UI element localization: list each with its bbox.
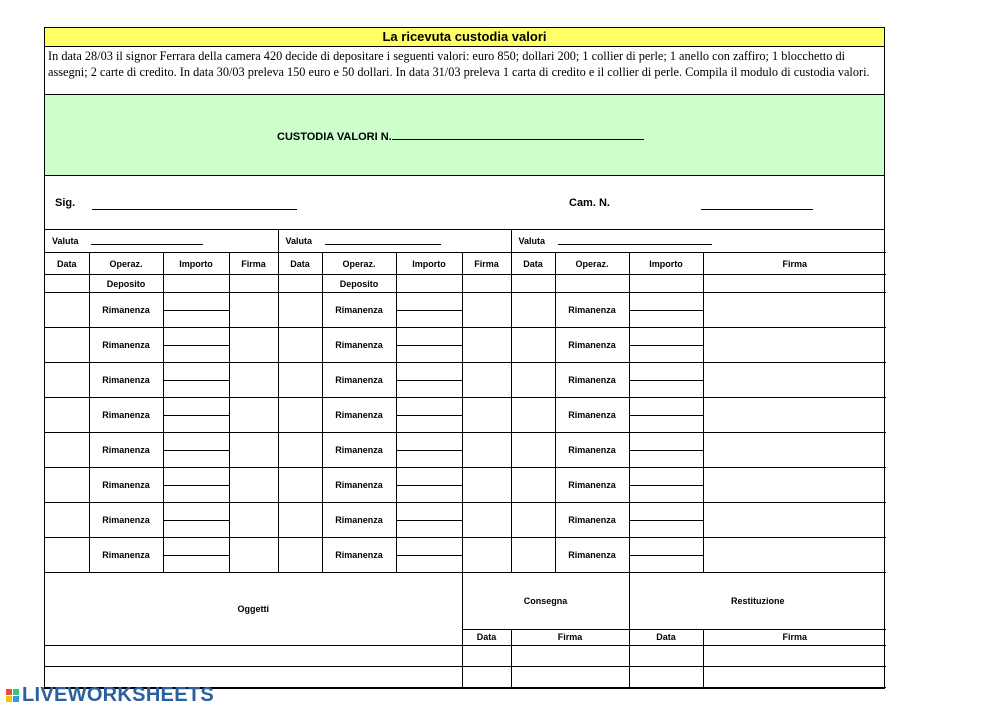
consegna-firma-header: Firma [511, 629, 629, 645]
importo-cell[interactable] [396, 503, 462, 538]
guest-row [45, 176, 884, 230]
rimanenza-label: Rimanenza [555, 538, 629, 573]
col-data: Data [278, 253, 322, 275]
entry-cell[interactable] [462, 293, 511, 328]
rimanenza-row [45, 538, 886, 573]
entry-cell[interactable] [229, 503, 278, 538]
rimanenza-label: Rimanenza [89, 468, 163, 503]
importo-divider [630, 520, 703, 521]
instructions-text: In data 28/03 il signor Ferrara della camera 420 decide di depositare i seguenti valori: euro 850; dollari 200; 1 collier di perle; 1 anello con zaffiro; 1 blocchetto di assegni; 2 carte di credito. In data 30/03 preleva 150 euro e 50 dollari. In data 31/03 preleva 1 carta di credito e il collier di perle. Compila il modulo di custodia valori. [45, 47, 884, 95]
entry-cell[interactable] [229, 468, 278, 503]
entry-cell[interactable] [278, 433, 322, 468]
entry-cell[interactable] [462, 433, 511, 468]
entry-cell[interactable] [45, 468, 89, 503]
importo-cell[interactable] [629, 538, 703, 573]
rimanenza-label: Rimanenza [89, 433, 163, 468]
importo-cell[interactable] [629, 468, 703, 503]
entry-cell[interactable] [511, 538, 555, 573]
valuta-field[interactable] [558, 244, 712, 245]
entry-cell[interactable] [462, 468, 511, 503]
entry-cell[interactable] [703, 293, 886, 328]
importo-divider [397, 380, 462, 381]
custody-form [44, 27, 885, 689]
col-importo: Importo [163, 253, 229, 275]
entry-cell[interactable] [278, 328, 322, 363]
entry-cell[interactable] [45, 363, 89, 398]
importo-divider [397, 345, 462, 346]
entry-cell[interactable] [229, 433, 278, 468]
importo-cell[interactable] [396, 468, 462, 503]
custodia-number-field[interactable] [392, 129, 644, 140]
rimanenza-label: Rimanenza [555, 468, 629, 503]
valuta-label: Valuta [285, 236, 313, 246]
col-importo: Importo [396, 253, 462, 275]
entry-cell[interactable] [45, 328, 89, 363]
valuta-label: Valuta [518, 236, 546, 246]
importo-cell[interactable] [163, 363, 229, 398]
restituzione-label: Restituzione [629, 573, 886, 629]
entry-cell[interactable] [229, 328, 278, 363]
restituzione-data-header: Data [629, 629, 703, 645]
entry-cell[interactable] [511, 468, 555, 503]
sig-field[interactable] [92, 209, 297, 210]
importo-cell[interactable] [629, 503, 703, 538]
importo-divider [397, 415, 462, 416]
entry-cell[interactable] [462, 328, 511, 363]
col-data: Data [45, 253, 89, 275]
rimanenza-label: Rimanenza [555, 503, 629, 538]
entry-cell[interactable] [511, 398, 555, 433]
rimanenza-label: Rimanenza [89, 398, 163, 433]
rimanenza-label: Rimanenza [322, 363, 396, 398]
importo-cell[interactable] [629, 433, 703, 468]
rimanenza-row [45, 398, 886, 433]
entry-cell[interactable] [462, 503, 511, 538]
importo-cell[interactable] [396, 398, 462, 433]
rimanenza-row [45, 503, 886, 538]
importo-divider [164, 345, 229, 346]
rimanenza-row [45, 328, 886, 363]
entry-cell[interactable] [278, 363, 322, 398]
consegna-label: Consegna [462, 573, 629, 629]
importo-divider [164, 415, 229, 416]
rimanenza-label: Rimanenza [89, 328, 163, 363]
rimanenza-label: Rimanenza [322, 468, 396, 503]
importo-divider [397, 310, 462, 311]
rimanenza-label: Rimanenza [322, 293, 396, 328]
entry-cell[interactable] [703, 538, 886, 573]
importo-divider [630, 380, 703, 381]
entry-cell[interactable] [45, 538, 89, 573]
entry-cell[interactable] [278, 398, 322, 433]
custodia-label: CUSTODIA VALORI N. [277, 131, 392, 143]
valuta-row [45, 230, 886, 253]
col-data: Data [511, 253, 555, 275]
entry-cell[interactable] [229, 293, 278, 328]
liveworksheets-logo [6, 684, 214, 706]
importo-divider [164, 555, 229, 556]
col-operaz: Operaz. [555, 253, 629, 275]
importo-cell[interactable] [163, 433, 229, 468]
entry-cell[interactable] [278, 468, 322, 503]
importo-cell[interactable] [629, 363, 703, 398]
rimanenza-label: Rimanenza [555, 363, 629, 398]
importo-divider [164, 450, 229, 451]
deposito-label: Deposito [89, 275, 163, 293]
cam-label: Cam. N. [569, 197, 610, 209]
oggetti-label: Oggetti [45, 573, 462, 646]
col-firma: Firma [462, 253, 511, 275]
importo-cell[interactable] [163, 328, 229, 363]
importo-cell[interactable] [629, 398, 703, 433]
entry-cell[interactable] [703, 503, 886, 538]
rimanenza-label: Rimanenza [322, 433, 396, 468]
entry-cell[interactable] [278, 293, 322, 328]
importo-cell[interactable] [163, 538, 229, 573]
entry-cell[interactable] [229, 363, 278, 398]
entry-cell[interactable] [511, 328, 555, 363]
importo-divider [397, 555, 462, 556]
rimanenza-label: Rimanenza [89, 538, 163, 573]
objects-table [45, 573, 886, 688]
rimanenza-row [45, 363, 886, 398]
rimanenza-label: Rimanenza [555, 328, 629, 363]
logo-icon [6, 689, 20, 703]
entry-cell[interactable] [45, 503, 89, 538]
oggetti-cell[interactable] [45, 646, 462, 667]
importo-cell[interactable] [396, 328, 462, 363]
importo-divider [164, 380, 229, 381]
rimanenza-label: Rimanenza [322, 398, 396, 433]
consegna-data-header: Data [462, 629, 511, 645]
importo-divider [630, 310, 703, 311]
rimanenza-label: Rimanenza [89, 293, 163, 328]
importo-divider [397, 520, 462, 521]
rimanenza-label: Rimanenza [89, 503, 163, 538]
importo-cell[interactable] [163, 293, 229, 328]
entry-cell[interactable] [511, 363, 555, 398]
rimanenza-row [45, 468, 886, 503]
rimanenza-label: Rimanenza [555, 433, 629, 468]
importo-divider [630, 485, 703, 486]
entry-cell[interactable] [278, 538, 322, 573]
entry-cell[interactable] [229, 538, 278, 573]
importo-divider [630, 450, 703, 451]
rimanenza-label: Rimanenza [322, 503, 396, 538]
form-title: La ricevuta custodia valori [45, 28, 884, 47]
col-operaz: Operaz. [322, 253, 396, 275]
valuta-label: Valuta [52, 236, 79, 246]
column-header-row [45, 253, 886, 275]
importo-divider [630, 345, 703, 346]
entry-cell[interactable] [703, 468, 886, 503]
col-operaz: Operaz. [89, 253, 163, 275]
entry-cell[interactable] [462, 538, 511, 573]
importo-cell[interactable] [396, 363, 462, 398]
entry-cell[interactable] [511, 503, 555, 538]
entry-cell[interactable] [45, 433, 89, 468]
sig-label: Sig. [55, 197, 76, 209]
importo-divider [630, 555, 703, 556]
entry-cell[interactable] [703, 398, 886, 433]
importo-cell[interactable] [396, 538, 462, 573]
importo-divider [164, 310, 229, 311]
col-importo: Importo [629, 253, 703, 275]
rimanenza-label: Rimanenza [89, 363, 163, 398]
entry-cell[interactable] [511, 433, 555, 468]
rimanenza-label: Rimanenza [322, 538, 396, 573]
valuta-field[interactable] [91, 244, 203, 245]
importo-divider [397, 450, 462, 451]
operations-table [45, 230, 886, 573]
entry-cell[interactable] [462, 363, 511, 398]
importo-cell[interactable] [396, 293, 462, 328]
deposito-label: Deposito [322, 275, 396, 293]
rimanenza-label: Rimanenza [555, 293, 629, 328]
entry-cell[interactable] [511, 293, 555, 328]
col-firma: Firma [703, 253, 886, 275]
entry-cell[interactable] [278, 503, 322, 538]
valuta-field[interactable] [325, 244, 441, 245]
entry-cell[interactable] [703, 363, 886, 398]
importo-divider [630, 415, 703, 416]
importo-divider [164, 520, 229, 521]
logo-text: LIVEWORKSHEETS [22, 684, 214, 706]
cam-field[interactable] [701, 209, 813, 210]
restituzione-firma-header: Firma [703, 629, 886, 645]
entry-cell[interactable] [229, 398, 278, 433]
entry-cell[interactable] [45, 293, 89, 328]
rimanenza-label: Rimanenza [322, 328, 396, 363]
entry-cell[interactable] [45, 398, 89, 433]
rimanenza-label: Rimanenza [555, 398, 629, 433]
importo-cell[interactable] [163, 503, 229, 538]
entry-cell[interactable] [703, 328, 886, 363]
importo-cell[interactable] [629, 328, 703, 363]
importo-divider [164, 485, 229, 486]
importo-cell[interactable] [396, 433, 462, 468]
col-firma: Firma [229, 253, 278, 275]
deposito-row [45, 275, 886, 293]
entry-cell[interactable] [462, 398, 511, 433]
importo-cell[interactable] [629, 293, 703, 328]
custodia-header [45, 95, 884, 176]
entry-cell[interactable] [703, 433, 886, 468]
rimanenza-row [45, 293, 886, 328]
importo-divider [397, 485, 462, 486]
importo-cell[interactable] [163, 468, 229, 503]
importo-cell[interactable] [163, 398, 229, 433]
rimanenza-row [45, 433, 886, 468]
